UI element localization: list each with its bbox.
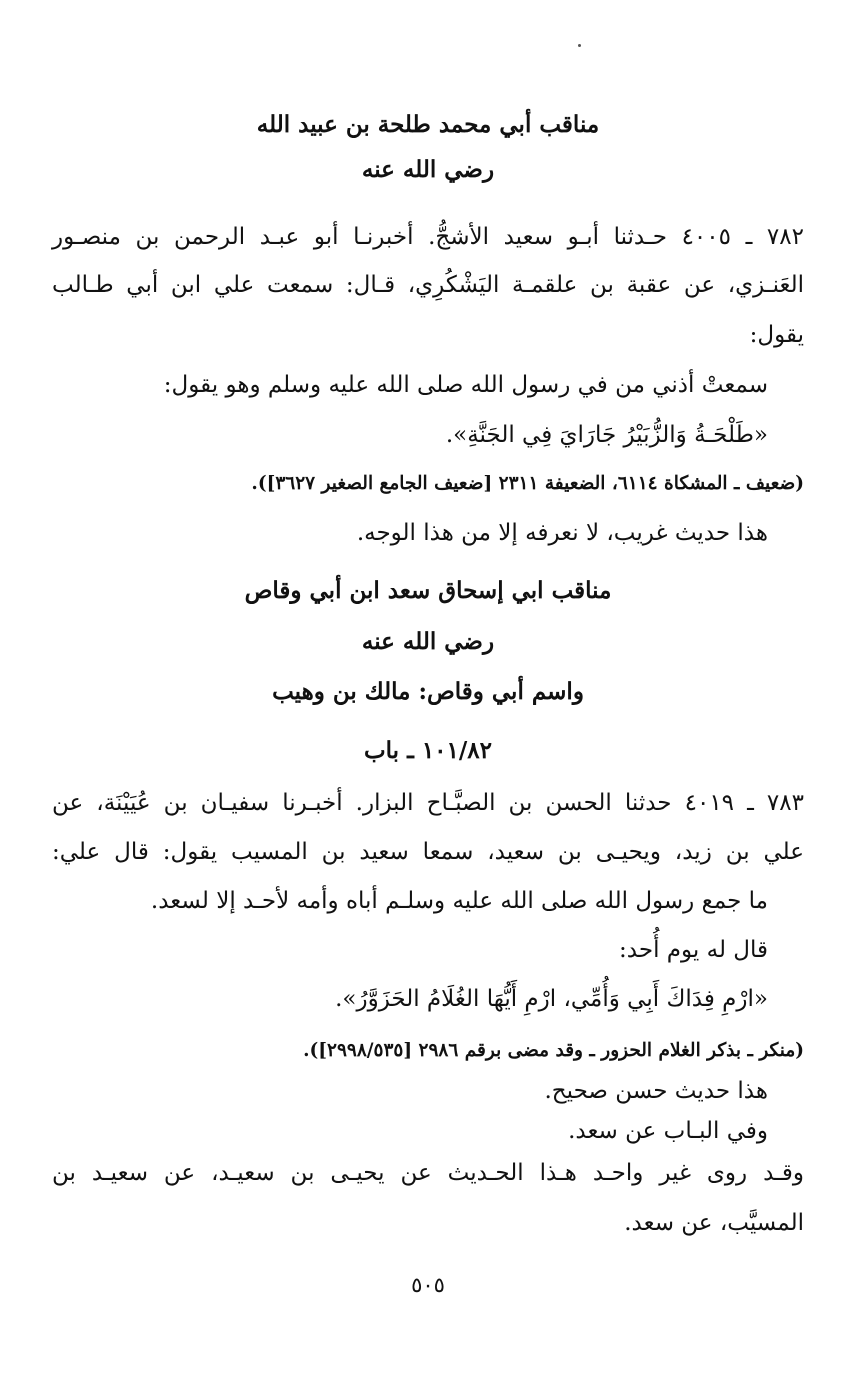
hadith-782-comment: هذا حديث غريب، لا نعرفه إلا من هذا الوجه. — [356, 520, 768, 546]
hadith-783-comment-2: وفي البـاب عن سعد. — [568, 1118, 768, 1144]
section-subtitle-talha: رضي الله عنه — [361, 156, 495, 183]
section-title-talha: مناقب أبي محمد طلحة بن عبيد الله — [256, 111, 600, 138]
section-name-line: واسم أبي وقاص: مالك بن وهيب — [272, 678, 584, 705]
section-subtitle-saad: رضي الله عنه — [361, 628, 495, 655]
hadith-783-comment-1: هذا حديث حسن صحيح. — [544, 1078, 768, 1104]
hadith-783-comment-3: وقـد روى غير واحـد هـذا الحـديث عن يحيـى بن سعيـد، عن سعيـد بن — [52, 1160, 804, 1186]
hadith-783-quote: «ارْمِ فِدَاكَ أَبِي وَأُمِّي، ارْمِ أَيُّهَا الغُلَامُ الحَزَوَّرُ». — [335, 986, 768, 1012]
scan-speck — [578, 44, 581, 47]
hadith-783-line-4: قال له يوم أُحد: — [619, 937, 768, 963]
hadith-782-quote: «طَلْحَـةُ وَالزُّبَيْرُ جَارَايَ فِي الجَنَّةِ». — [445, 422, 768, 448]
hadith-783-comment-4: المسيَّب، عن سعد. — [624, 1210, 804, 1236]
bab-heading: ١٠١/٨٢ ـ باب — [364, 737, 492, 764]
hadith-782-line-2: العَنـزي، عن عقبة بن علقمـة اليَشْكُرِي، قـال: سمعت علي ابن أبي طـالب — [52, 272, 804, 298]
hadith-783-line-3: ما جمع رسول الله صلى الله عليه وسلـم أباه وأمه لأحـد إلا لسعد. — [150, 888, 768, 914]
hadith-783-grading: (منكر ـ بذكر الغلام الحزور ـ وقد مضى برقم ٢٩٨٦ [٢٩٩٨/٥٣٥]). — [303, 1040, 804, 1061]
hadith-783-line-2: علي بن زيد، ويحيـى بن سعيد، سمعا سعيد بن المسيب يقول: قال علي: — [52, 839, 804, 865]
hadith-782-line-3: يقول: — [749, 322, 804, 348]
hadith-782-line-1: ٧٨٢ ـ ٤٠٠٥ حـدثنا أبـو سعيد الأشجُّ. أخبرنـا أبو عبـد الرحمن بن منصـور — [52, 224, 804, 250]
hadith-783-line-1: ٧٨٣ ـ ٤٠١٩ حدثنا الحسن بن الصبَّـاح البزار. أخبـرنا سفيـان بن عُيَيْنَة، عن — [52, 790, 804, 816]
page-number: ٥٠٥ — [411, 1273, 445, 1297]
hadith-782-grading: (ضعيف ـ المشكاة ٦١١٤، الضعيفة ٢٣١١ [ضعيف الجامع الصغير ٣٦٢٧]). — [251, 473, 804, 494]
hadith-782-line-4: سمعتْ أذني من في رسول الله صلى الله عليه وسلم وهو يقول: — [163, 372, 768, 398]
section-title-saad: مناقب ابي إسحاق سعد ابن أبي وقاص — [244, 577, 612, 604]
